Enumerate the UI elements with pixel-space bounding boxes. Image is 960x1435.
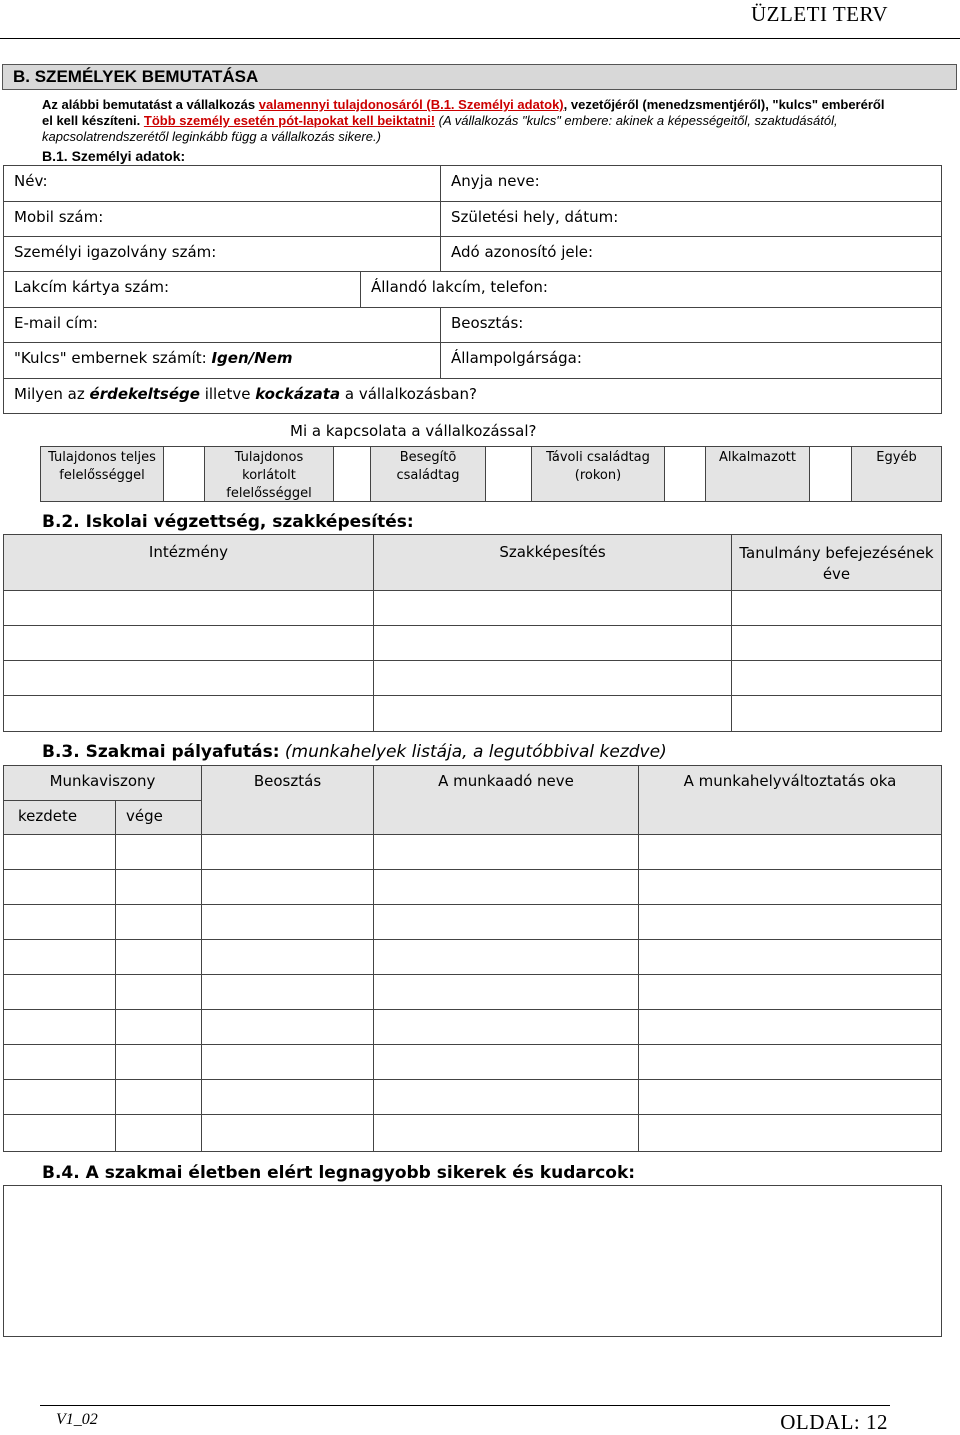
header-label: Szakképesítés bbox=[499, 543, 606, 561]
header-label: Beosztás bbox=[253, 772, 322, 790]
tax-id-label: Adó azonosító jele: bbox=[451, 243, 594, 261]
intro-warning: Több személy esetén pót-lapokat kell beiktatni! bbox=[143, 113, 436, 128]
checkbox-owner-limited[interactable] bbox=[333, 446, 371, 502]
b3-cell[interactable] bbox=[638, 904, 942, 940]
b3-subtitle: (munkahelyek listája, a legutóbbival kezdve) bbox=[284, 742, 667, 762]
header-label: Intézmény bbox=[148, 543, 229, 561]
b3-cell[interactable] bbox=[638, 834, 942, 870]
b2-cell[interactable] bbox=[731, 625, 942, 661]
permanent-address-label: Állandó lakcím, telefon: bbox=[371, 278, 548, 296]
b2-cell[interactable] bbox=[373, 625, 732, 661]
b2-header-year bbox=[731, 534, 942, 591]
intro-link-owners[interactable]: valamennyi tulajdonosáról (B.1. Személyi adatok) bbox=[258, 97, 564, 112]
header-divider bbox=[0, 38, 960, 39]
option-owner-limited bbox=[204, 446, 334, 502]
subheader-label: kezdete bbox=[18, 807, 78, 825]
address-card-label: Lakcím kártya szám: bbox=[14, 278, 170, 296]
b4-text-area[interactable] bbox=[3, 1185, 942, 1337]
b3-cell[interactable] bbox=[638, 1009, 942, 1045]
option-employee bbox=[705, 446, 810, 502]
interest-q-emph-1: érdekeltsége bbox=[89, 385, 200, 403]
footer-divider bbox=[40, 1405, 890, 1406]
b3-cell[interactable] bbox=[115, 1114, 202, 1152]
b3-cell[interactable] bbox=[3, 974, 116, 1010]
b3-cell[interactable] bbox=[373, 834, 639, 870]
b2-cell[interactable] bbox=[3, 660, 374, 696]
b3-cell[interactable] bbox=[115, 869, 202, 905]
b3-header-employment bbox=[3, 765, 202, 801]
b2-cell[interactable] bbox=[3, 625, 374, 661]
position-field[interactable] bbox=[440, 307, 942, 343]
interest-q-text-1: Milyen az bbox=[14, 385, 85, 403]
b3-cell[interactable] bbox=[201, 904, 374, 940]
address-card-field[interactable] bbox=[3, 271, 361, 308]
email-field[interactable] bbox=[3, 307, 441, 343]
interest-q-text-3: a vállalkozásban? bbox=[344, 385, 478, 403]
b3-cell[interactable] bbox=[201, 939, 374, 975]
b3-cell[interactable] bbox=[201, 1114, 374, 1152]
b2-title: B.2. Iskolai végzettség, szakképesítés: bbox=[42, 512, 414, 532]
header-label: Munkaviszony bbox=[49, 772, 156, 790]
permanent-address-field[interactable] bbox=[360, 271, 942, 308]
option-label: Tulajdonos teljes felelősséggel bbox=[48, 450, 156, 483]
b3-cell[interactable] bbox=[3, 834, 116, 870]
interest-question-row[interactable] bbox=[3, 378, 942, 414]
checkbox-distant-family[interactable] bbox=[664, 446, 706, 502]
b3-header-employer bbox=[373, 765, 639, 835]
checkbox-helping-family[interactable] bbox=[485, 446, 532, 502]
b3-cell[interactable] bbox=[201, 834, 374, 870]
b3-cell[interactable] bbox=[373, 1009, 639, 1045]
b3-cell[interactable] bbox=[638, 939, 942, 975]
header-label: A munkaadó neve bbox=[438, 772, 574, 790]
b3-cell[interactable] bbox=[638, 1079, 942, 1115]
checkbox-employee[interactable] bbox=[809, 446, 852, 502]
option-helping-family bbox=[370, 446, 486, 502]
b3-cell[interactable] bbox=[638, 974, 942, 1010]
intro-paragraph bbox=[42, 97, 890, 145]
option-label: Tulajdonos korlátolt felelősséggel bbox=[226, 450, 312, 501]
b3-cell[interactable] bbox=[115, 1044, 202, 1080]
header-label: Tanulmány befejezésének éve bbox=[739, 544, 934, 583]
id-card-label: Személyi igazolvány szám: bbox=[14, 243, 217, 261]
b3-cell[interactable] bbox=[373, 1079, 639, 1115]
subheader-label: vége bbox=[126, 807, 163, 825]
b3-cell[interactable] bbox=[3, 1079, 116, 1115]
b3-cell[interactable] bbox=[201, 1079, 374, 1115]
intro-note: (A vállalkozás "kulcs" embere: akinek a képességeitől, szaktudásától, kapcsolatrendszerétől leginkább függ a vállalkozás sikere.) bbox=[42, 113, 838, 144]
b3-header-reason bbox=[638, 765, 942, 835]
b3-cell[interactable] bbox=[201, 1009, 374, 1045]
b3-cell[interactable] bbox=[115, 904, 202, 940]
option-label: Egyéb bbox=[876, 450, 917, 465]
b2-cell[interactable] bbox=[373, 660, 732, 696]
b3-subheader-start bbox=[3, 800, 116, 835]
b2-cell[interactable] bbox=[3, 695, 374, 732]
name-label: Név: bbox=[14, 172, 48, 190]
b3-cell[interactable] bbox=[3, 939, 116, 975]
b3-cell[interactable] bbox=[373, 974, 639, 1010]
section-title: B. SZEMÉLYEK BEMUTATÁSA bbox=[2, 64, 957, 90]
option-owner-full bbox=[40, 446, 164, 502]
interest-q-text-2: illetve bbox=[204, 385, 251, 403]
b3-cell[interactable] bbox=[373, 1044, 639, 1080]
b3-cell[interactable] bbox=[638, 1044, 942, 1080]
interest-q-emph-2: kockázata bbox=[255, 385, 341, 403]
b4-title: B.4. A szakmai életben elért legnagyobb sikerek és kudarcok: bbox=[42, 1163, 636, 1183]
b3-cell[interactable] bbox=[373, 904, 639, 940]
birth-field[interactable] bbox=[440, 201, 942, 237]
b1-title: B.1. Személyi adatok: bbox=[42, 148, 186, 164]
mobile-field[interactable] bbox=[3, 201, 441, 237]
b3-cell[interactable] bbox=[115, 974, 202, 1010]
b2-cell[interactable] bbox=[731, 695, 942, 732]
citizenship-field[interactable] bbox=[440, 342, 942, 379]
position-label: Beosztás: bbox=[451, 314, 524, 332]
b3-subheader-end bbox=[115, 800, 202, 835]
footer-page-number: OLDAL: 12 bbox=[780, 1410, 888, 1434]
b3-cell[interactable] bbox=[115, 1079, 202, 1115]
b3-cell[interactable] bbox=[201, 869, 374, 905]
header-label: A munkahelyváltoztatás oka bbox=[683, 772, 897, 790]
b2-cell[interactable] bbox=[373, 590, 732, 626]
b3-cell[interactable] bbox=[3, 1044, 116, 1080]
b3-cell[interactable] bbox=[115, 834, 202, 870]
birth-label: Születési hely, dátum: bbox=[451, 208, 619, 226]
b3-cell[interactable] bbox=[115, 1009, 202, 1045]
b3-cell[interactable] bbox=[201, 1044, 374, 1080]
mother-name-field[interactable] bbox=[440, 165, 942, 202]
intro-text-1: Az alábbi bemutatást a vállalkozás bbox=[42, 97, 256, 112]
b3-title: B.3. Szakmai pályafutás: bbox=[42, 742, 280, 762]
b2-header-qualification bbox=[373, 534, 732, 591]
option-distant-family bbox=[531, 446, 665, 502]
b3-cell[interactable] bbox=[3, 904, 116, 940]
name-field[interactable] bbox=[3, 165, 441, 202]
b3-cell[interactable] bbox=[201, 974, 374, 1010]
option-other bbox=[851, 446, 942, 502]
option-label: Távoli családtag (rokon) bbox=[546, 450, 650, 483]
b2-header-institution bbox=[3, 534, 374, 591]
checkbox-owner-full[interactable] bbox=[163, 446, 205, 502]
relation-question: Mi a kapcsolata a vállalkozással? bbox=[290, 422, 537, 440]
b3-cell[interactable] bbox=[3, 1114, 116, 1152]
b2-cell[interactable] bbox=[3, 590, 374, 626]
tax-id-field[interactable] bbox=[440, 236, 942, 272]
email-label: E-mail cím: bbox=[14, 314, 98, 332]
option-label: Besegítõ családtag bbox=[396, 450, 460, 483]
id-card-field[interactable] bbox=[3, 236, 441, 272]
b3-cell[interactable] bbox=[115, 939, 202, 975]
intro-text-2: , vezetőjéről (menedzsmentjéről), "kulcs" emberéről el kell készíteni. bbox=[42, 97, 885, 128]
footer-version: V1_02 bbox=[56, 1411, 98, 1428]
b3-cell[interactable] bbox=[373, 1114, 639, 1152]
b3-cell[interactable] bbox=[373, 939, 639, 975]
option-label: Alkalmazott bbox=[719, 450, 796, 465]
mobile-label: Mobil szám: bbox=[14, 208, 104, 226]
document-header-title: ÜZLETI TERV bbox=[751, 2, 888, 26]
mother-name-label: Anyja neve: bbox=[451, 172, 540, 190]
b2-cell[interactable] bbox=[731, 590, 942, 626]
b3-heading bbox=[42, 742, 667, 762]
key-person-field[interactable] bbox=[3, 342, 441, 379]
key-person-label: "Kulcs" embernek számít: bbox=[14, 349, 207, 367]
b3-cell[interactable] bbox=[3, 1009, 116, 1045]
b3-cell[interactable] bbox=[3, 869, 116, 905]
b3-cell[interactable] bbox=[638, 869, 942, 905]
key-person-value[interactable]: Igen/Nem bbox=[211, 349, 293, 367]
b3-cell[interactable] bbox=[373, 869, 639, 905]
b3-header-position bbox=[201, 765, 374, 835]
b3-cell[interactable] bbox=[638, 1114, 942, 1152]
b2-cell[interactable] bbox=[373, 695, 732, 732]
b2-cell[interactable] bbox=[731, 660, 942, 696]
citizenship-label: Állampolgársága: bbox=[451, 349, 582, 367]
